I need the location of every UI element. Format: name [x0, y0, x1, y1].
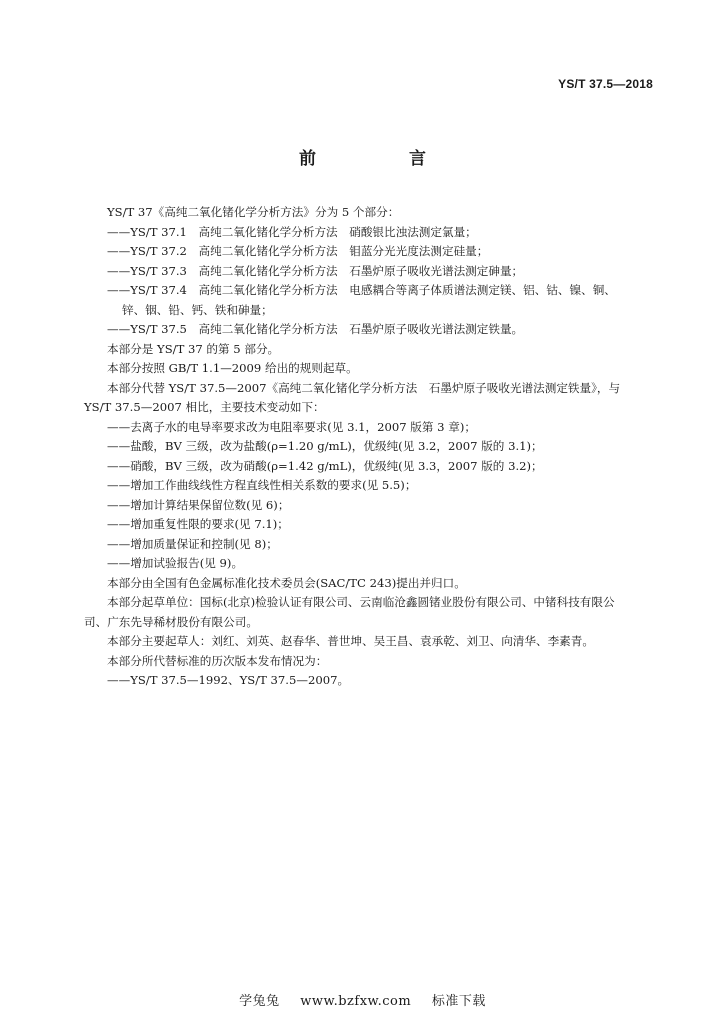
paragraph: 本部分代替 YS/T 37.5—2007《高纯二氧化锗化学分析方法 石墨炉原子吸收光谱法测定铁量》，与 [107, 380, 621, 395]
change-list-item: ——增加试验报告(见 9)。 [107, 556, 244, 570]
change-list-item: ——盐酸，BV 三级，改为盐酸(ρ=1.20 g/mL)，优级纯(见 3.2，2007 版的 3.1)； [107, 439, 543, 453]
change-list-item: ——去离子水的电导率要求改为电阻率要求(见 3.1，2007 版第 3 章)； [107, 419, 476, 434]
paragraph-continuation: 司、广东先导稀材股份有限公司。 [84, 614, 258, 629]
intro-paragraph: YS/T 37《高纯二氧化锗化学分析方法》分为 5 个部分： [107, 205, 400, 219]
paragraph: 本部分所代替标准的历次版本发布情况为： [107, 653, 328, 668]
change-list-item: ——增加工作曲线线性方程直线性相关系数的要求(见 5.5)； [107, 478, 417, 492]
change-list-item: ——增加重复性限的要求(见 7.1)； [107, 517, 289, 531]
paragraph: 本部分起草单位：国标(北京)检验认证有限公司、云南临沧鑫圆锗业股份有限公司、中锗科技有限公 [107, 595, 615, 609]
footer-url[interactable]: www.bzfxw.com [300, 994, 412, 1009]
footer [0, 990, 725, 1009]
paragraph: 本部分是 YS/T 37 的第 5 部分。 [107, 341, 280, 356]
paragraph: 本部分由全国有色金属标准化技术委员会(SAC/TC 243)提出并归口。 [107, 575, 466, 590]
standard-code: YS/T 37.5—2018 [558, 77, 653, 91]
paragraph: 本部分按照 GB/T 1.1—2009 给出的规则起草。 [107, 361, 358, 375]
document-body [84, 203, 659, 691]
change-list-item: ——增加计算结果保留位数(见 6)； [107, 497, 290, 512]
change-list-item: ——硝酸，BV 三级，改为硝酸(ρ=1.42 g/mL)，优级纯(见 3.3，2007 版的 3.2)； [107, 458, 543, 473]
paragraph: 本部分主要起草人：刘红、刘英、赵春华、普世坤、吴王昌、袁承乾、刘卫、向清华、李素青。 [107, 634, 594, 648]
part-list-item: ——YS/T 37.1 高纯二氧化锗化学分析方法 硝酸银比浊法测定氯量； [107, 224, 477, 239]
change-list-item: ——增加质量保证和控制(见 8)； [107, 536, 278, 551]
footer-site-name: 学兔兔 [239, 994, 280, 1009]
part-list-item-continuation: 锌、铟、铅、钙、铁和砷量； [122, 302, 273, 317]
version-list-item: ——YS/T 37.5—1992、YS/T 37.5—2007。 [107, 673, 350, 687]
footer-tagline: 标准下载 [431, 994, 486, 1009]
part-list-item: ——YS/T 37.5 高纯二氧化锗化学分析方法 石墨炉原子吸收光谱法测定铁量。 [107, 322, 524, 336]
page-title: 前 言 [299, 149, 464, 169]
part-list-item: ——YS/T 37.2 高纯二氧化锗化学分析方法 钼蓝分光光度法测定硅量； [107, 244, 489, 258]
part-list-item: ——YS/T 37.4 高纯二氧化锗化学分析方法 电感耦合等离子体质谱法测定镁、铝、钴、镍、铜、 [107, 283, 616, 297]
paragraph-continuation: YS/T 37.5—2007 相比，主要技术变动如下： [84, 400, 325, 414]
part-list-item: ——YS/T 37.3 高纯二氧化锗化学分析方法 石墨炉原子吸收光谱法测定砷量； [107, 263, 524, 278]
